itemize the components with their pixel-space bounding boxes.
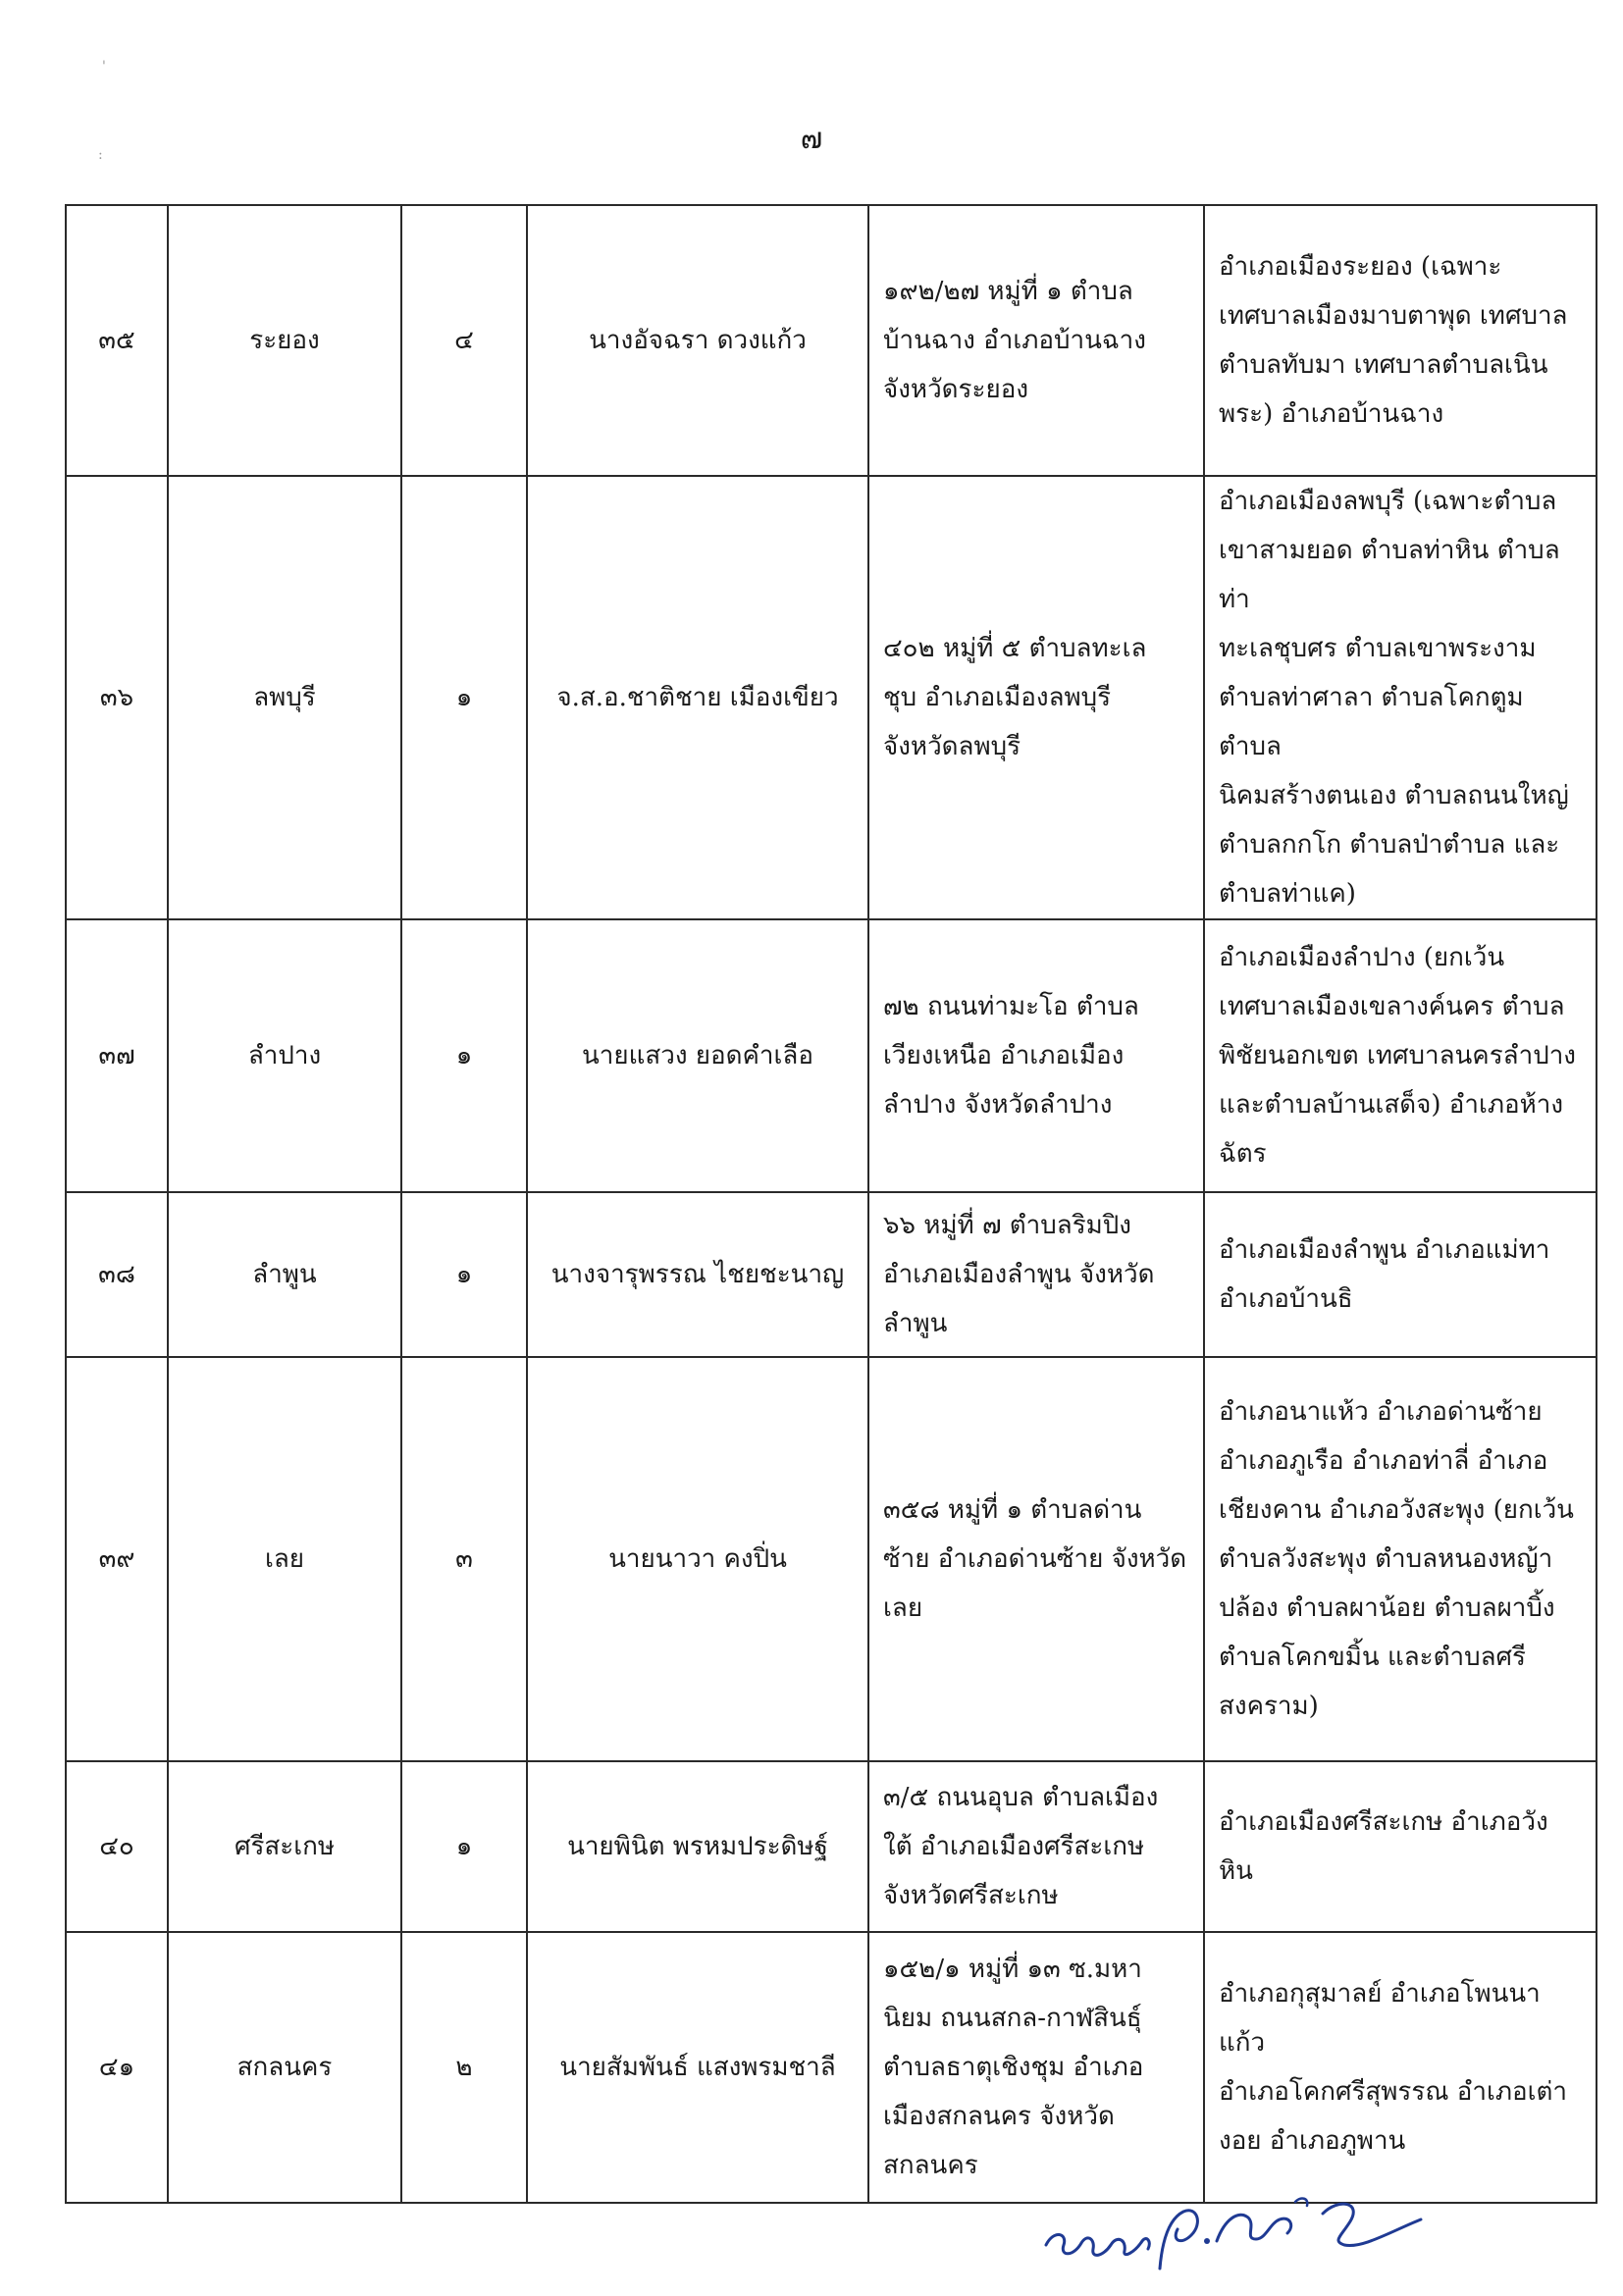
area-cell: อำเภอเมืองศรีสะเกษ อำเภอวังหิน xyxy=(1204,1761,1597,1932)
row-number: ๔๐ xyxy=(66,1761,168,1932)
handwritten-signature xyxy=(1038,2184,1450,2282)
count-cell: ๑ xyxy=(401,919,527,1192)
address-cell: ๗๒ ถนนท่ามะโอ ตำบล เวียงเหนือ อำเภอเมือง ลำปาง จังหวัดลำปาง xyxy=(868,919,1204,1192)
province-cell: ระยอง xyxy=(168,205,401,476)
count-cell: ๑ xyxy=(401,1761,527,1932)
province-cell: ลำปาง xyxy=(168,919,401,1192)
table-row xyxy=(66,1357,1597,1761)
count-cell: ๑ xyxy=(401,1192,527,1357)
province-cell: ศรีสะเกษ xyxy=(168,1761,401,1932)
name-cell: นางจารุพรรณ ไชยชะนาญ xyxy=(527,1192,868,1357)
count-cell: ๒ xyxy=(401,1932,527,2203)
name-cell: นางอัจฉรา ดวงแก้ว xyxy=(527,205,868,476)
area-cell: อำเภอนาแห้ว อำเภอด่านซ้าย อำเภอภูเรือ อำเภอท่าลี่ อำเภอ เชียงคาน อำเภอวังสะพุง (ยกเว้น ตำบลวังสะพุง ตำบลหนองหญ้า ปล้อง ตำบลผาน้อย ตำบลผาบิ้ง ตำบลโคกขมิ้น และตำบลศรี สงคราม) xyxy=(1204,1357,1597,1761)
address-cell: ๑๕๒/๑ หมู่ที่ ๑๓ ซ.มหา นิยม ถนนสกล-กาฬสินธุ์ ตำบลธาตุเชิงชุม อำเภอ เมืองสกลนคร จังหวัด สกลนคร xyxy=(868,1932,1204,2203)
row-number: ๓๙ xyxy=(66,1357,168,1761)
area-cell: อำเภอเมืองลพบุรี (เฉพาะตำบล เขาสามยอด ตำบลท่าหิน ตำบลท่า ทะเลชุบศร ตำบลเขาพระงาม ตำบลท่าศาลา ตำบลโคกตูม ตำบล นิคมสร้างตนเอง ตำบลถนนใหญ่ ตำบลกกโก ตำบลป่าตำบล และ ตำบลท่าแค) xyxy=(1204,476,1597,919)
table-row xyxy=(66,205,1597,476)
table-row xyxy=(66,1192,1597,1357)
table-row xyxy=(66,1761,1597,1932)
address-cell: ๑๙๒/๒๗ หมู่ที่ ๑ ตำบล บ้านฉาง อำเภอบ้านฉาง จังหวัดระยอง xyxy=(868,205,1204,476)
province-cell: เลย xyxy=(168,1357,401,1761)
address-cell: ๓๕๘ หมู่ที่ ๑ ตำบลด่าน ซ้าย อำเภอด่านซ้าย จังหวัด เลย xyxy=(868,1357,1204,1761)
area-cell: อำเภอเมืองลำพูน อำเภอแม่ทา อำเภอบ้านธิ xyxy=(1204,1192,1597,1357)
registry-table xyxy=(65,204,1597,2204)
row-number: ๓๕ xyxy=(66,205,168,476)
count-cell: ๔ xyxy=(401,205,527,476)
row-number: ๓๘ xyxy=(66,1192,168,1357)
province-cell: สกลนคร xyxy=(168,1932,401,2203)
table-row xyxy=(66,476,1597,919)
address-cell: ๔๐๒ หมู่ที่ ๕ ตำบลทะเล ชุบ อำเภอเมืองลพบุรี จังหวัดลพบุรี xyxy=(868,476,1204,919)
table-row xyxy=(66,1932,1597,2203)
name-cell: จ.ส.อ.ชาติชาย เมืองเขียว xyxy=(527,476,868,919)
row-number: ๓๗ xyxy=(66,919,168,1192)
scan-mark: : xyxy=(98,147,103,163)
name-cell: นายสัมพันธ์ แสงพรมชาลี xyxy=(527,1932,868,2203)
address-cell: ๖๖ หมู่ที่ ๗ ตำบลริมปิง อำเภอเมืองลำพูน จังหวัด ลำพูน xyxy=(868,1192,1204,1357)
name-cell: นายแสวง ยอดคำเลือ xyxy=(527,919,868,1192)
area-cell: อำเภอกุสุมาลย์ อำเภอโพนนาแก้ว อำเภอโคกศรีสุพรรณ อำเภอเต่า งอย อำเภอภูพาน xyxy=(1204,1932,1597,2203)
area-cell: อำเภอเมืองระยอง (เฉพาะ เทศบาลเมืองมาบตาพุด เทศบาล ตำบลทับมา เทศบาลตำบลเนิน พระ) อำเภอบ้านฉาง xyxy=(1204,205,1597,476)
province-cell: ลำพูน xyxy=(168,1192,401,1357)
table-row xyxy=(66,919,1597,1192)
row-number: ๓๖ xyxy=(66,476,168,919)
province-cell: ลพบุรี xyxy=(168,476,401,919)
address-cell: ๓/๕ ถนนอุบล ตำบลเมือง ใต้ อำเภอเมืองศรีสะเกษ จังหวัดศรีสะเกษ xyxy=(868,1761,1204,1932)
name-cell: นายนาวา คงปิ่น xyxy=(527,1357,868,1761)
area-cell: อำเภอเมืองลำปาง (ยกเว้น เทศบาลเมืองเขลางค์นคร ตำบล พิชัยนอกเขต เทศบาลนครลำปาง และตำบลบ้านเสด็จ) อำเภอห้าง ฉัตร xyxy=(1204,919,1597,1192)
name-cell: นายพินิต พรหมประดิษฐ์ xyxy=(527,1761,868,1932)
row-number: ๔๑ xyxy=(66,1932,168,2203)
scan-mark: ' xyxy=(102,59,106,75)
page-number: ๗ xyxy=(800,122,823,156)
count-cell: ๓ xyxy=(401,1357,527,1761)
count-cell: ๑ xyxy=(401,476,527,919)
